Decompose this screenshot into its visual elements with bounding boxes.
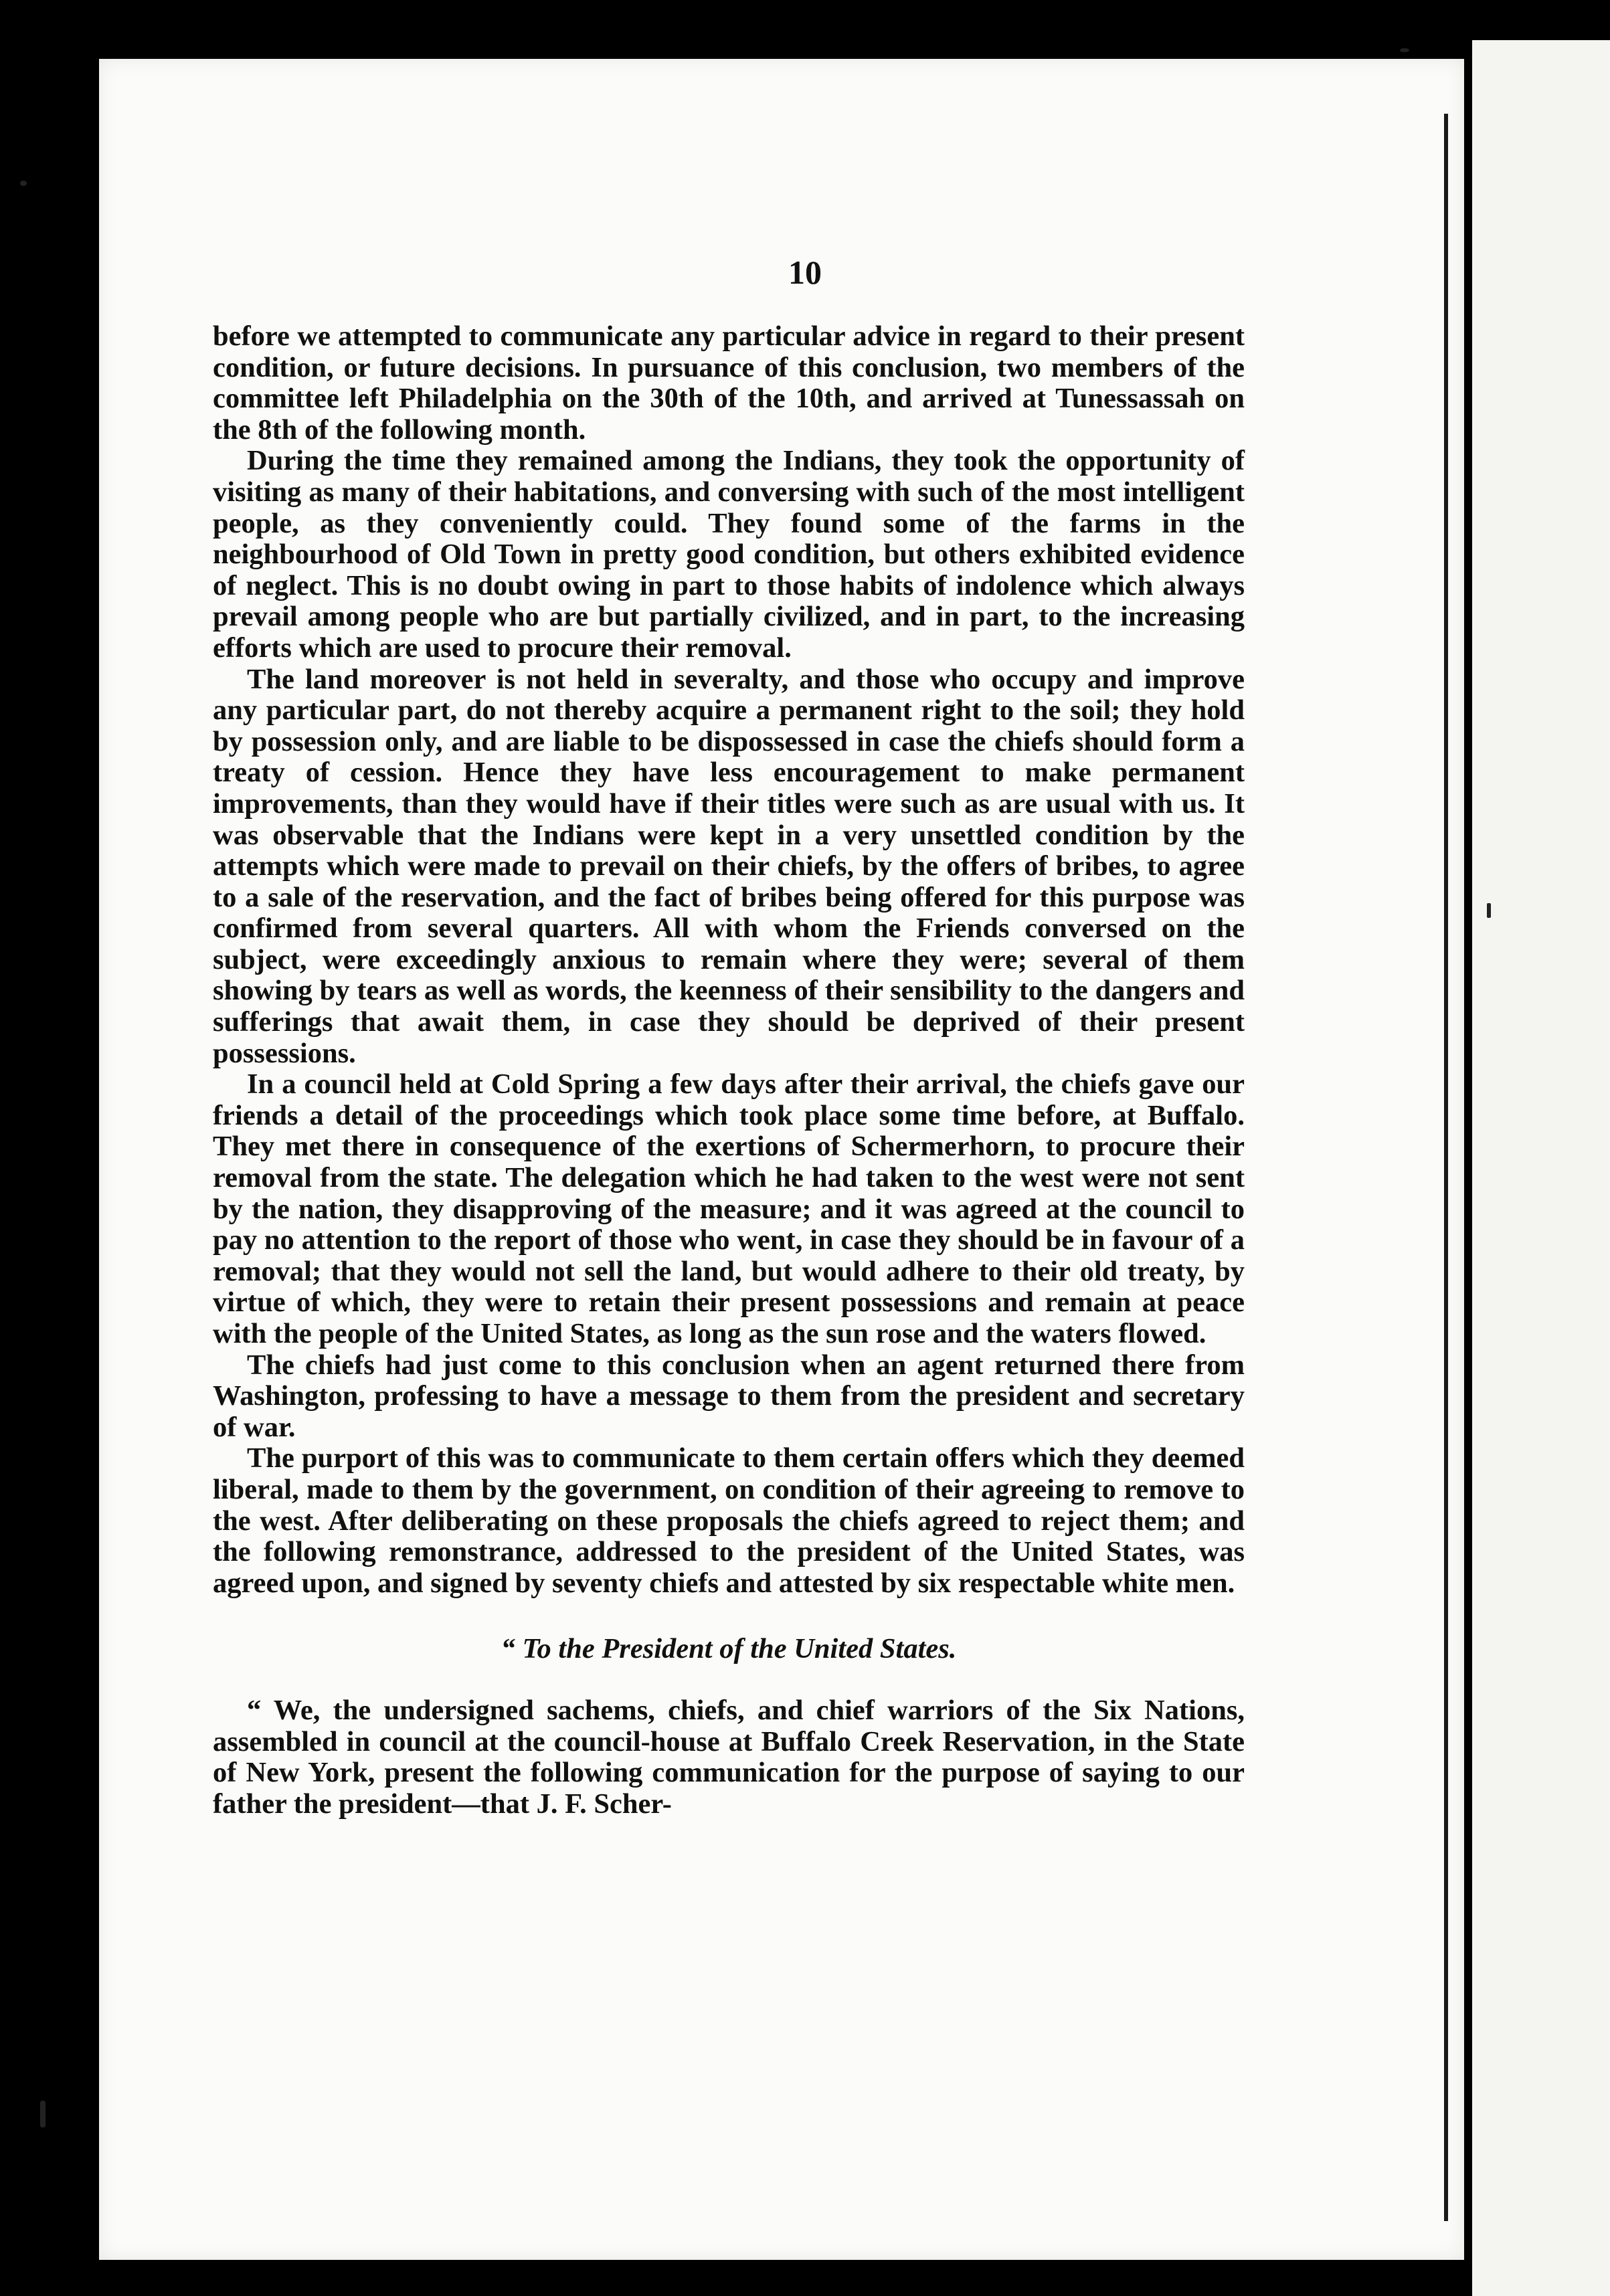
paragraph: The purport of this was to communicate to them certain offers which they deemed liberal, made to them by the government, on condition of their agreeing to remove to the west. After deliberating on these proposals the chiefs agreed to reject them; and the following remonstrance, addressed to the president of the United States, was agreed upon, and signed by seventy chiefs and attested by six respectable white men. bbox=[213, 1442, 1245, 1599]
paragraph: During the time they remained among the Indians, they took the opportunity of visiting as many of their habitations, and conversing with such of the most intelligent people, as they conveniently could. They found some of the farms in the neighbourhood of Old Town in pretty good condition, but others exhibited evidence of neglect. This is no doubt owing in part to those habits of indolence which always prevail among people who are but partially civilized, and in part, to the increasing efforts which are used to procure their removal. bbox=[213, 445, 1245, 664]
page-fold-shadow bbox=[1444, 114, 1448, 2221]
letter-opening: “ We, the undersigned sachems, chiefs, and chief warriors of the Six Nations, assembled in council at the council-house at Buffalo Creek Reservation, in the State of New York, present the following communication for the purpose of saying to our father the president—that J. F. Scher- bbox=[213, 1694, 1245, 1820]
address-heading: “ To the President of the United States. bbox=[501, 1633, 957, 1665]
paragraph: before we attempted to communicate any particular advice in regard to their present condition, or future decisions. In pursuance of this conclusion, two members of the committee left Philadelphia on the 30th of the 10th, and arrived at Tunessassah on the 8th of the following month. bbox=[213, 320, 1245, 446]
scan-speck bbox=[20, 181, 27, 186]
paragraph: The chiefs had just come to this conclusion when an agent returned there from Washington, professing to have a message to them from the president and secretary of war. bbox=[213, 1349, 1245, 1443]
page-number: 10 bbox=[788, 254, 822, 291]
scan-speck bbox=[1400, 48, 1409, 52]
paragraph: The land moreover is not held in severalty, and those who occupy and improve any particular part, do not thereby acquire a permanent right to the soil; they hold by possession only, and are liable to be dispossessed in case the chiefs should form a treaty of cession. Hence they have less encouragement to make permanent improvements, than they would have if their titles were such as are usual with us. It was observable that the Indians were kept in a very unsettled condition by the attempts which were made to prevail on their chiefs, by the offers of bribes, to agree to a sale of the reservation, and the fact of bribes being offered for this purpose was confirmed from several quarters. All with whom the Friends conversed on the subject, were exceedingly anxious to remain where they were; several of them showing by tears as well as words, the keenness of their sensibility to the dangers and sufferings that await them, in case they should be deprived of their present possessions. bbox=[213, 663, 1245, 1069]
adjacent-page-edge bbox=[1472, 40, 1610, 2296]
paragraph: In a council held at Cold Spring a few days after their arrival, the chiefs gave our friends a detail of the proceedings which took place some time before, at Buffalo. They met there in consequence of the exertions of Schermerhorn, to procure their removal from the state. The delegation which he had taken to the west were not sent by the nation, they disapproving of the measure; and it was agreed at the council to pay no attention to the report of those who went, in case they should be in favour of a removal; that they would not sell the land, but would adhere to their old treaty, by virtue of which, they were to retain their present possessions and remain at peace with the people of the United States, as long as the sun rose and the waters flowed. bbox=[213, 1068, 1245, 1349]
scan-speck bbox=[40, 2101, 46, 2127]
scan-speck bbox=[1487, 903, 1491, 918]
body-text bbox=[213, 321, 1245, 1820]
